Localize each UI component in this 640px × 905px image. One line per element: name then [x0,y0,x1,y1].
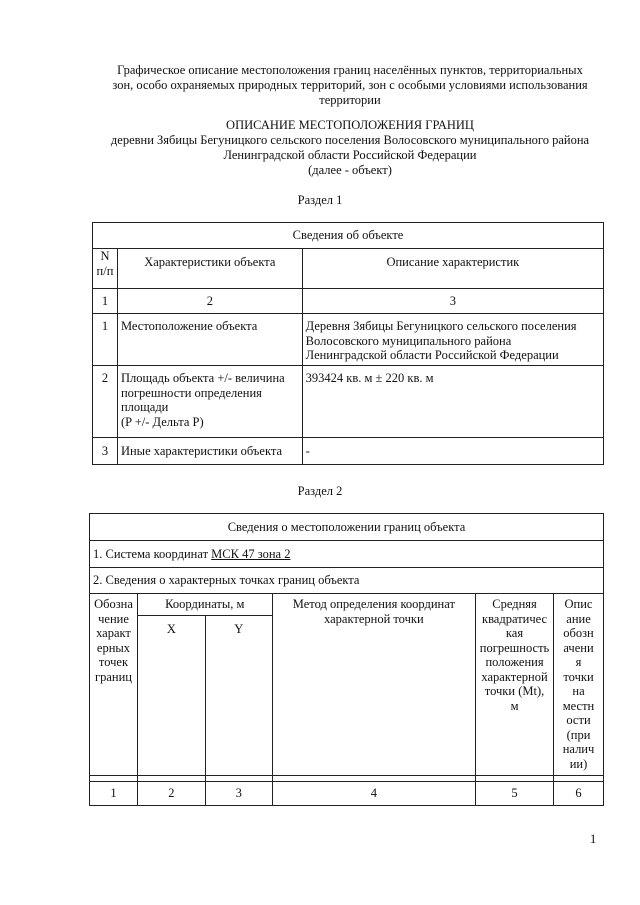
section-2-label: Раздел 2 [297,484,343,498]
title-line: деревни Зябицы Бегуницкого сельского поселения Волосовского муниципального района [110,133,590,147]
header-line: точки (Mt), [484,684,545,698]
description-cell [302,314,603,366]
characteristic-line: Площадь объекта +/- величина [120,371,285,385]
column-number: 3 [302,289,603,314]
header-line: ание [566,611,591,626]
header-line: Метод определения координат [292,597,455,611]
page-number: 1 [590,832,597,846]
header-line: Средняя [492,597,537,611]
header-line: ости [566,713,591,727]
header-line: (при [566,727,591,742]
description-cell: - [302,438,603,465]
header-line: чение [98,611,129,626]
header-line: обозн [563,626,594,640]
title-line: (далее - объект) [308,163,392,177]
column-header-coordinates: Координаты, м [137,594,272,616]
description-cell: 393424 кв. м ± 220 кв. м [302,366,603,438]
characteristic-line: площади [120,400,169,414]
header-line: местн [562,698,595,713]
header-line: точки [563,669,594,684]
header-line: характерной [481,669,548,684]
header-line: я [575,655,582,669]
heading-line: территории [319,93,381,107]
description-line: Деревня Зябицы Бегуницкого сельского поселения [305,319,577,333]
table-row [93,366,604,438]
row-number: 3 [93,438,118,465]
header-line: характ [96,626,131,640]
characteristic-points-label: 2. Сведения о характерных точках границ объекта [90,568,604,594]
header-line: м [510,698,519,713]
coordinate-system-label: 1. Система координат [93,546,212,561]
section-1-label: Раздел 1 [297,193,343,207]
header-line: точек [98,655,129,669]
header-line: квадратичес [482,611,548,626]
table-title: Сведения о местоположении границ объекта [90,514,604,541]
column-number: 5 [476,782,554,806]
column-header-mark [554,594,604,776]
column-number: 2 [137,782,205,806]
header-line: ии) [569,756,588,771]
header-line: Обозна [94,597,133,611]
column-header-error [476,594,554,776]
column-header-characteristics: Характеристики объекта [117,249,302,289]
row-number: 2 [93,366,118,438]
column-number: 1 [93,289,118,314]
heading-line: зон, особо охраняемых природных территорий, зон с особыми условиями использования [112,78,588,92]
header-line: ерных [96,640,131,655]
document-title-block [60,118,640,178]
column-number: 2 [117,289,302,314]
coordinate-system-value: МСК 47 зона 2 [211,546,291,561]
characteristic-cell: Иные характеристики объекта [117,438,302,465]
object-info-table [92,222,604,465]
characteristic-line: (P +/- Дельта P) [120,414,204,429]
column-number: 4 [272,782,475,806]
column-number: 3 [205,782,272,806]
document-heading [60,63,640,108]
header-line: границ [94,669,132,684]
document-title: ОПИСАНИЕ МЕСТОПОЛОЖЕНИЯ ГРАНИЦ [226,118,474,132]
column-header-y: Y [205,616,272,776]
characteristic-line: погрешности определения [120,385,262,400]
column-header-x: X [137,616,205,776]
column-header-method [272,594,475,776]
description-line: Ленинградской области Российской Федерации [305,348,559,362]
column-number: 6 [554,782,604,806]
heading-line: Графическое описание местоположения границ населённых пунктов, территориальных [117,63,583,77]
header-line: положения [485,655,544,669]
characteristic-cell: Местоположение объекта [117,314,302,366]
boundary-location-table [89,513,604,806]
column-header-n: N п/п [93,249,118,289]
column-number: 1 [90,782,138,806]
header-line: Опис [564,597,593,611]
table-title: Сведения об объекте [93,223,604,249]
column-header-point [90,594,138,776]
table-row [93,438,604,465]
table-row [93,314,604,366]
column-header-description: Описание характеристик [302,249,603,289]
header-line: налич [562,742,595,756]
header-line: характерной точки [324,611,424,626]
header-line: на [572,684,585,698]
header-line: ачени [563,640,594,655]
description-line: Волосовского муниципального района [305,333,512,348]
row-number: 1 [93,314,118,366]
coordinate-system-row [90,541,604,568]
title-line: Ленинградской области Российской Федерации [223,148,477,162]
characteristic-cell [117,366,302,438]
header-line: кая [505,626,524,640]
header-line: погрешность [479,640,550,655]
